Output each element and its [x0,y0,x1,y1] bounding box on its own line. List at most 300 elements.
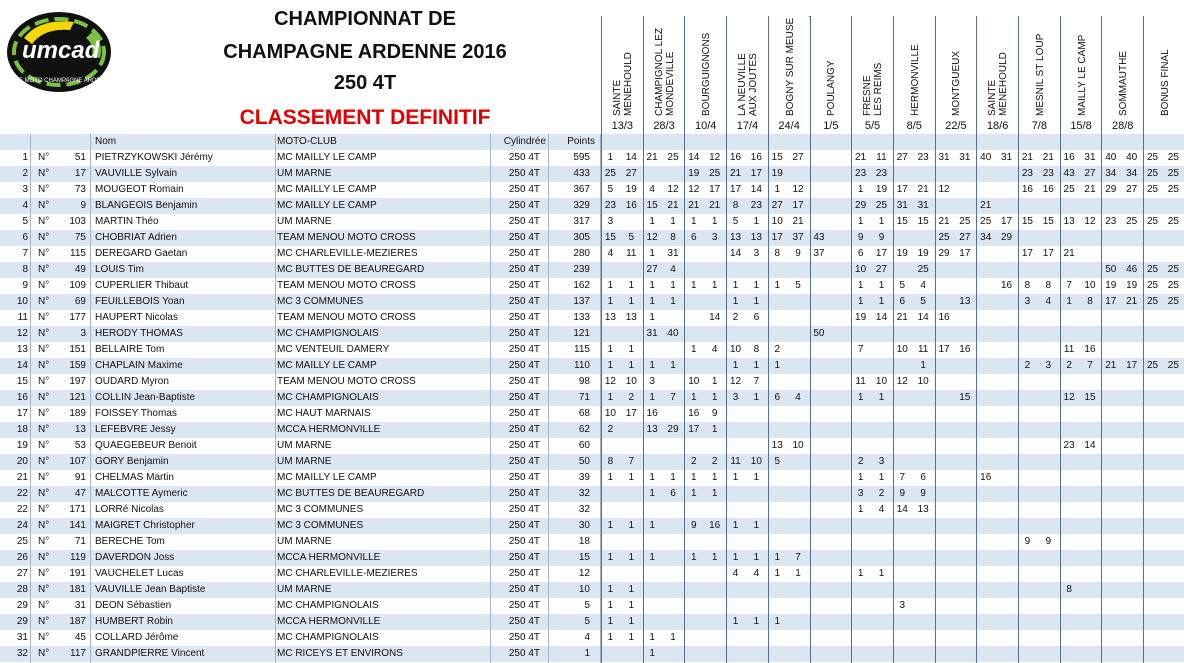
race-score: 27 [959,232,971,243]
race-score [830,326,849,342]
race-score: 17 [1021,248,1033,259]
race-score: 1 [857,296,864,307]
race-score [955,486,974,502]
race-score [684,630,703,646]
race-score [1101,374,1120,390]
race-score [872,550,891,566]
race-score: 16 [1063,152,1075,163]
rider-number: 191 [69,568,86,579]
race-score [705,646,724,662]
race-score: 7 [857,344,864,355]
race-score [789,614,808,630]
race-score: 16 [709,520,721,531]
race-score [601,646,620,662]
race-score: 1 [774,552,780,563]
race-score [810,390,829,406]
num-prefix: N° [38,632,50,643]
grid-line [1060,134,1061,663]
rider-name: DEON Sébastien [95,600,172,611]
race-score: 8 [774,248,780,259]
race-score: 17 [688,424,700,435]
race-score [1018,630,1037,646]
rider-name: HERODY THOMAS [95,328,183,339]
race-score: 4 [670,264,676,275]
num-prefix: N° [38,344,50,355]
race-score [1122,422,1141,438]
race-score [976,646,995,662]
grid-line [1143,134,1144,663]
race-score [914,438,933,454]
race-score [1081,422,1100,438]
race-score: 25 [1167,280,1179,291]
race-score [1060,406,1079,422]
race-score [1122,374,1141,390]
race-score [1143,566,1162,582]
race-date: 10/4 [684,118,726,134]
num-prefix: N° [38,360,50,371]
race-score [1164,646,1183,662]
race-score [1060,518,1079,534]
race-score: 21 [688,200,700,211]
race-score: 6 [857,248,864,259]
race-score [664,438,683,454]
grid-line [490,134,491,663]
race-score [747,262,766,278]
race-score [726,598,745,614]
race-score: 2 [628,392,635,403]
rider-name: LOUIS Tim [95,264,144,275]
race-score [789,486,808,502]
race-date: 24/4 [768,118,810,134]
race-score: 19 [875,184,888,195]
race-score: 3 [878,456,885,467]
points: 110 [574,360,590,371]
cylindree: 250 4T [508,552,540,563]
race-score [1081,454,1100,470]
points: 1 [584,648,590,659]
race-score: 46 [1126,264,1138,275]
num-prefix: N° [38,184,50,195]
moto-club: MC MAILLY LE CAMP [277,152,377,163]
cylindree: 250 4T [508,232,540,243]
race-score [976,582,995,598]
race-score [935,582,954,598]
race-score [768,326,787,342]
race-score: 9 [920,488,926,499]
title-line-3: 250 4T [333,72,397,94]
race-score [684,326,703,342]
race-score: 23 [1021,168,1033,179]
race-date: 28/3 [643,118,685,134]
race-score: 11 [855,376,866,387]
race-score [1101,502,1120,518]
race-score [810,550,829,566]
race-score [893,422,912,438]
race-score [664,518,683,534]
points: 15 [578,552,590,563]
race-score [1143,614,1162,630]
race-score: 3 [1045,360,1052,371]
race-score: 14 [896,504,908,515]
race-score [810,406,829,422]
title-line-1: CHAMPIONNAT DE [274,8,456,30]
grid-line [30,134,31,663]
race-score: 31 [1084,152,1096,163]
race-score [1122,406,1141,422]
race-score [1018,614,1037,630]
race-score: 40 [980,152,992,163]
race-score [643,342,662,358]
rider-name: MALCOTTE Aymeric [95,488,188,499]
points: 98 [578,376,590,387]
race-score [1081,230,1100,246]
race-score [997,182,1016,198]
race-score [705,358,724,374]
race-score [914,582,933,598]
race-col-4 [726,16,768,118]
race-score [893,518,912,534]
race-score [1122,646,1141,662]
race-score: 2 [711,456,718,467]
race-score [1060,230,1079,246]
race-score: 1 [857,216,864,227]
rider-number: 17 [74,168,86,179]
race-score [1164,342,1183,358]
col-header-points: Points [567,136,595,147]
race-score [1143,486,1162,502]
race-score [872,422,891,438]
race-score: 14 [729,248,742,259]
race-score: 25 [1167,184,1179,195]
rank: 29 [16,600,28,611]
race-score: 1 [628,360,635,371]
race-score [622,486,641,502]
race-name: LA NEUVILLE [736,53,748,116]
race-score [997,246,1016,262]
race-score [935,294,954,310]
race-score [830,566,849,582]
race-score [976,326,995,342]
race-col-7 [851,16,893,118]
race-score [1164,230,1183,246]
rank: 20 [16,456,28,467]
race-score [1143,518,1162,534]
table-row [0,566,1184,582]
race-score: 10 [625,376,637,387]
race-score [684,310,703,326]
race-score: 23 [1063,440,1075,451]
points: 280 [573,248,590,259]
race-score [997,406,1016,422]
race-score: 1 [607,520,614,531]
race-score: 27 [771,200,783,211]
race-score [914,422,933,438]
race-score [1143,630,1162,646]
num-prefix: N° [38,488,50,499]
race-score: 7 [753,376,760,387]
race-score: 1 [607,392,614,403]
race-score [768,374,787,390]
rider-number: 121 [69,392,86,403]
table-row [0,374,1184,390]
race-score [1101,646,1120,662]
race-score [1039,614,1058,630]
race-score [830,406,849,422]
race-score [1164,326,1183,342]
race-score [976,374,995,390]
race-score [955,422,974,438]
race-score [830,294,849,310]
race-date: 5/5 [851,118,893,134]
race-score: 4 [732,568,739,579]
race-score [997,358,1016,374]
race-score: 1 [649,312,655,323]
race-score [851,422,870,438]
race-score [1039,470,1058,486]
rider-name: OUDARD Myron [95,376,169,387]
race-score [935,646,954,662]
race-score [1122,454,1141,470]
race-score [1101,246,1120,262]
race-score: 16 [1084,344,1096,355]
race-score [1081,502,1100,518]
race-col-12 [1060,16,1102,118]
race-score: 1 [649,296,655,307]
race-score: 1 [857,280,864,291]
race-score [747,534,766,550]
race-score [1018,582,1037,598]
rank: 25 [16,536,28,547]
race-score [830,166,849,182]
cylindree: 250 4T [508,440,540,451]
race-score [810,198,829,214]
rider-name: DEREGARD Gaetan [95,248,188,259]
cylindree: 250 4T [508,328,540,339]
race-score: 25 [1167,168,1179,179]
race-score: 5 [899,280,906,291]
race-score: 25 [1146,168,1159,179]
race-score: 19 [625,184,637,195]
race-score [955,198,974,214]
points: 50 [578,456,590,467]
table-row [0,262,1184,278]
cylindree: 250 4T [508,392,540,403]
race-score [810,214,829,230]
race-score [830,342,849,358]
race-score [893,566,912,582]
race-score [601,486,620,502]
race-date: 8/5 [893,118,935,134]
race-score [622,502,641,518]
race-score: 17 [875,248,888,259]
race-score: 1 [753,472,760,483]
race-score [810,150,829,166]
race-score: 21 [980,200,992,211]
race-score [851,326,870,342]
race-score [830,230,849,246]
rider-name: VAUVILLE Sylvain [95,168,178,179]
race-score [705,566,724,582]
race-score [830,470,849,486]
race-score: 25 [1126,216,1138,227]
rider-number: 189 [69,408,86,419]
moto-club: MC CHAMPIGNOLAIS [277,392,379,403]
race-score [810,646,829,662]
race-score: 7 [795,552,801,563]
race-score [872,342,891,358]
race-score [1101,582,1120,598]
cylindree: 250 4T [508,408,540,419]
race-score: 25 [938,232,950,243]
num-prefix: N° [38,264,50,275]
race-score: 1 [753,296,760,307]
cylindree: 250 4T [508,168,540,179]
race-score [976,630,995,646]
race-score [914,230,933,246]
race-score [955,518,974,534]
race-score: 25 [1146,360,1159,371]
rank: 14 [16,360,28,371]
race-score [997,502,1016,518]
race-score [935,198,954,214]
race-header [601,16,1184,134]
race-score: 1 [691,472,697,483]
race-col-2 [643,16,685,118]
race-score [1039,198,1058,214]
race-score [1101,422,1120,438]
race-score [955,502,974,518]
race-score: 12 [729,376,742,387]
race-score: 5 [795,280,801,291]
race-score [935,486,954,502]
race-score: 1 [649,552,655,563]
rank: 7 [22,248,28,259]
race-score [976,438,995,454]
race-score [851,534,870,550]
race-score [997,598,1016,614]
race-score: 6 [899,296,906,307]
race-score: 1 [670,216,676,227]
race-score [1143,326,1162,342]
race-score [1081,326,1100,342]
race-score [914,390,933,406]
points: 595 [573,152,590,163]
moto-club: UM MARNE [277,440,332,451]
race-score [1039,438,1058,454]
race-score [914,166,933,182]
rider-name: BERECHE Tom [95,536,165,547]
rank: 10 [16,296,28,307]
grid-line [1018,134,1019,663]
rank: 13 [16,344,28,355]
race-score: 1 [607,296,614,307]
points: 329 [573,200,590,211]
race-score [705,326,724,342]
race-score: 2 [1024,360,1031,371]
moto-club: MC 3 COMMUNES [277,504,364,515]
race-score [997,486,1016,502]
race-score [1164,486,1183,502]
race-score: 14 [688,152,700,163]
race-score [684,438,703,454]
race-score: 8 [753,344,760,355]
race-score: 21 [709,200,721,211]
race-score [622,326,641,342]
race-score [1122,390,1141,406]
race-score [935,550,954,566]
race-score [684,534,703,550]
race-score [935,534,954,550]
race-score [955,630,974,646]
race-score [664,406,683,422]
table-row [0,438,1184,454]
race-score [1122,630,1141,646]
rank: 2 [22,168,28,179]
race-score: 31 [1001,152,1013,163]
race-score: 25 [1146,184,1159,195]
race-score [810,454,829,470]
moto-club: UM MARNE [277,168,332,179]
race-score [622,646,641,662]
race-score [1039,390,1058,406]
race-score: 1 [607,152,614,163]
race-score [622,214,641,230]
points: 317 [573,216,590,227]
race-score [976,182,995,198]
rider-number: 45 [74,632,86,643]
race-score: 27 [1126,184,1138,195]
race-score: 1 [628,280,635,291]
points: 68 [578,408,590,419]
race-score: 13 [771,440,783,451]
race-score: 13 [646,424,658,435]
race-score [664,374,683,390]
race-score [1018,646,1037,662]
race-score [1039,342,1058,358]
race-score [1164,470,1183,486]
race-score: 1 [649,520,655,531]
race-score: 5 [732,216,739,227]
race-score: 16 [1042,184,1054,195]
rider-number: 117 [70,648,86,659]
cylindree: 250 4T [508,536,540,547]
race-score [976,614,995,630]
race-score [810,278,829,294]
race-score: 1 [732,280,739,291]
rider-name: CUPERLIER Thibaut [95,280,189,291]
race-score [997,614,1016,630]
race-score [1122,614,1141,630]
num-prefix: N° [38,536,50,547]
race-score [1101,406,1120,422]
race-score [789,518,808,534]
race-score [1164,374,1183,390]
race-score: 19 [855,312,867,323]
race-score [684,598,703,614]
num-prefix: N° [38,248,50,259]
race-score [810,166,829,182]
race-score: 1 [670,360,676,371]
race-date [1143,118,1184,134]
race-score [1039,374,1058,390]
race-col-10 [976,16,1018,118]
race-score [1101,310,1120,326]
race-score [789,502,808,518]
race-name: BOURGUIGNONS [701,32,713,116]
rider-name: CHOBRIAT Adrien [95,232,177,243]
race-score [810,262,829,278]
race-score: 16 [1021,184,1033,195]
